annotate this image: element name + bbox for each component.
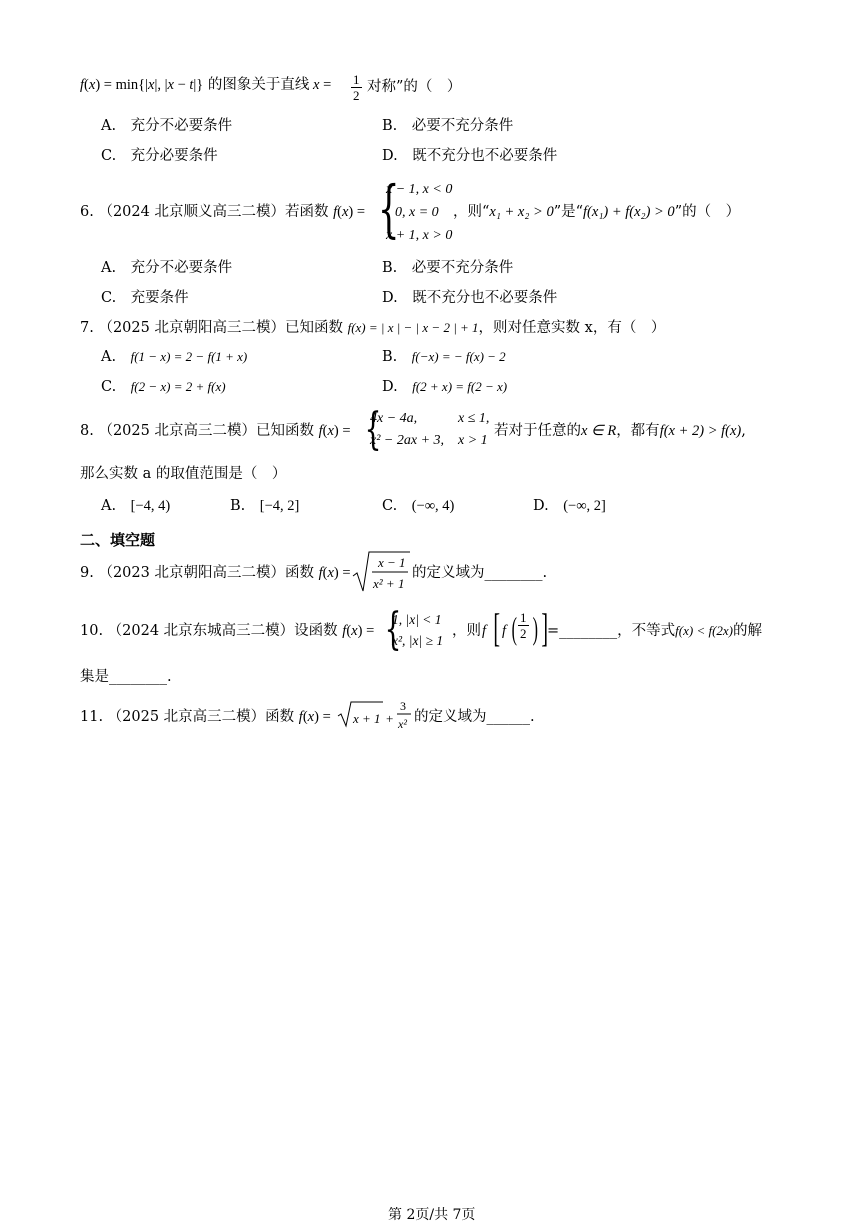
q6-option-c[interactable]: C. 充要条件	[101, 290, 189, 306]
q8-source: （2025 北京高三二模）已知函数	[98, 423, 314, 439]
q11-source: （2025 北京高三二模）函数	[107, 709, 295, 725]
q5-line: f(x) = min{|x|, |x − t|} 的图象关于直线 x =	[80, 77, 332, 93]
svg-text:3: 3	[400, 699, 406, 713]
q10-then: ，则	[452, 623, 481, 639]
q7-function: f(x) = | x | − | x − 2 | + 1	[347, 320, 479, 335]
q5-option-a[interactable]: A. 充分不必要条件	[101, 118, 233, 134]
q5-option-b[interactable]: B. 必要不充分条件	[382, 118, 514, 134]
q7-line: 7. （2025 北京朝阳高三二模）已知函数 f(x) = | x | − | x − 2 | + 1，则对任意实数 x，有（ ）	[80, 320, 666, 336]
q10-line: 10. （2024 北京东城高三二模）设函数 f(x) =	[80, 623, 375, 639]
q11-formula	[337, 696, 417, 736]
q6-case-3: x + 1, x > 0	[386, 228, 453, 243]
q5-half-fraction: $\frac{1}{2}$	[353, 72, 360, 103]
q7-option-c[interactable]: C. f(2 − x) = 2 + f(x)	[101, 379, 226, 395]
q5-option-d[interactable]: D. 既不充分也不必要条件	[382, 148, 558, 164]
q6-line: 6. （2024 北京顺义高三二模）若函数 f(x) =	[80, 204, 366, 220]
q8-cases: 4x − 4a, x ≤ 1, x² − 2ax + 3, x > 1	[370, 411, 490, 448]
q8-option-d[interactable]: D. (−∞, 2]	[533, 498, 606, 514]
q9-number: 9.	[80, 565, 94, 581]
q6-option-d[interactable]: D. 既不充分也不必要条件	[382, 290, 558, 306]
q9-sqrt-formula	[352, 550, 412, 594]
q6-source: （2024 北京顺义高三二模）若函数	[98, 204, 329, 220]
q11-line: 11. （2025 北京高三二模）函数 f(x) =	[80, 709, 331, 725]
q6-option-b[interactable]: B. 必要不充分条件	[382, 260, 514, 276]
q7-number: 7.	[80, 320, 94, 336]
q11-number: 11.	[80, 709, 104, 725]
q6-option-a[interactable]: A. 充分不必要条件	[101, 260, 233, 276]
svg-text:x²: x²	[398, 717, 407, 731]
q8-option-a[interactable]: A. [−4, 4)	[101, 498, 171, 514]
q7-option-a[interactable]: A. f(1 − x) = 2 − f(1 + x)	[101, 349, 248, 365]
q9-tail: 的定义域为________.	[412, 565, 548, 581]
q11-tail: 的定义域为______.	[414, 709, 535, 725]
q5-line-tail: 对称”的（ ）	[367, 79, 462, 95]
q7-option-b[interactable]: B. f(−x) = − f(x) − 2	[382, 349, 506, 365]
svg-text:x² + 1: x² + 1	[373, 576, 405, 591]
q6-brace: {	[377, 172, 400, 245]
q7-source: （2025 北京朝阳高三二模）已知函数	[98, 320, 343, 336]
q10-line2: 集是________.	[80, 669, 172, 685]
q8-option-b[interactable]: B. [−4, 2]	[230, 498, 300, 514]
q8-option-c[interactable]: C. (−∞, 4)	[382, 498, 455, 514]
svg-text:x + 1: x + 1	[353, 711, 381, 726]
page-footer: 第 2页/共 7页	[388, 1207, 476, 1223]
svg-text:x − 1: x − 1	[378, 555, 406, 570]
q8-condition: 若对于任意的x ∈ R，都有f(x + 2) > f(x),	[494, 423, 746, 439]
q8-number: 8.	[80, 423, 94, 439]
q6-case-2: 0, x = 0	[395, 205, 439, 220]
q10-brace: {	[384, 604, 402, 655]
q10-number: 10.	[80, 623, 104, 639]
q10-source: （2024 北京东城高三二模）设函数	[107, 623, 338, 639]
q8-line: 8. （2025 北京高三二模）已知函数 f(x) =	[80, 423, 351, 439]
section-fill-in-header: 二、填空题	[80, 531, 156, 549]
q10-eq: =________，不等式f(x) < f(2x)的解	[547, 623, 763, 639]
q7-option-d[interactable]: D. f(2 + x) = f(2 − x)	[382, 379, 508, 395]
q5-option-c[interactable]: C. 充分必要条件	[101, 148, 218, 164]
q9-line: 9. （2023 北京朝阳高三二模）函数 f(x) =	[80, 565, 351, 581]
q9-source: （2023 北京朝阳高三二模）函数	[98, 565, 314, 581]
q6-cases	[386, 178, 452, 247]
q10-cases: 1, |x| < 1 x², |x| ≥ 1	[392, 612, 444, 648]
q8-line2: 那么实数 a 的取值范围是（ ）	[80, 466, 287, 482]
q6-condition: ，则“x₁ + x₂ > 0”是“f(x₁) + f(x₂) > 0”的（ ）	[453, 204, 741, 220]
q6-number: 6.	[80, 204, 94, 220]
svg-text:+: +	[386, 711, 394, 726]
q8-brace: {	[364, 404, 382, 455]
q6-case-1: x − 1, x < 0	[386, 182, 453, 197]
